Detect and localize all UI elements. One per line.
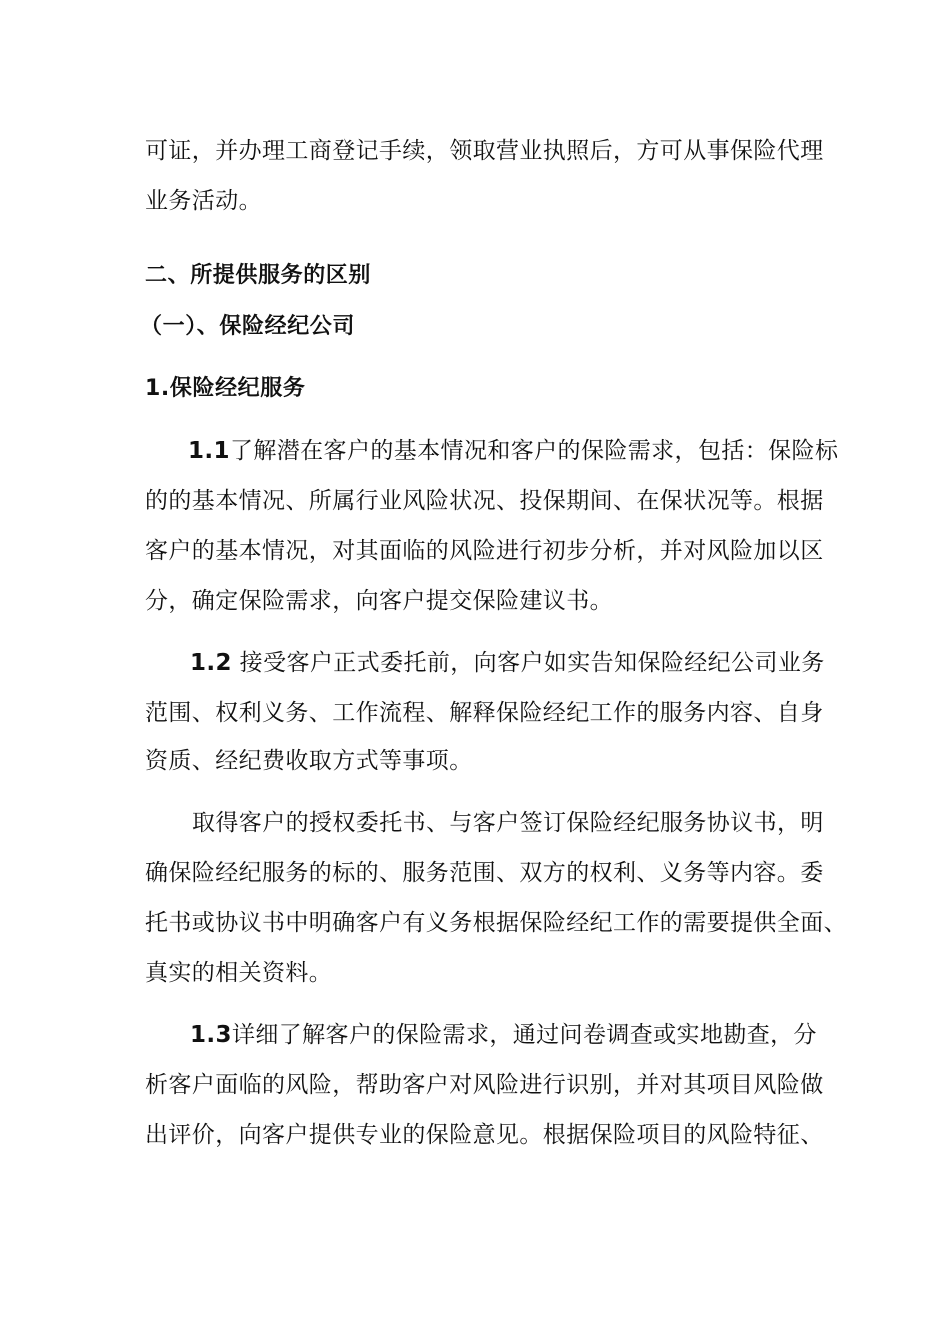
paragraph-line: 真实的相关资料。 <box>145 960 333 986</box>
paragraph-line: 取得客户的授权委托书、与客户签订保险经纪服务协议书，明 <box>192 810 824 836</box>
item-heading-number: 1. <box>145 376 170 401</box>
paragraph-line: 范围、权利义务、工作流程、解释保险经纪工作的服务内容、自身 <box>145 700 824 726</box>
paragraph-line <box>190 648 825 678</box>
paragraph-line: 出评价，向客户提供专业的保险意见。根据保险项目的风险特征、 <box>145 1122 824 1148</box>
clause-number: 1.1 <box>188 438 230 464</box>
paragraph-line: 确保险经纪服务的标的、服务范围、双方的权利、义务等内容。委 <box>145 860 824 886</box>
paragraph-line: 分，确定保险需求，向客户提交保险建议书。 <box>145 588 613 614</box>
paragraph-line: 业务活动。 <box>145 188 262 214</box>
paragraph-line: 托书或协议书中明确客户有义务根据保险经纪工作的需要提供全面、 <box>145 910 847 936</box>
clause-number: 1.3 <box>190 1022 232 1048</box>
clause-text: 了解潜在客户的基本情况和客户的保险需求，包括：保险标 <box>229 438 839 464</box>
item-heading-text: 保险经纪服务 <box>169 376 306 401</box>
clause-number: 1.2 <box>190 650 232 676</box>
clause-text: 接受客户正式委托前，向客户如实告知保险经纪公司业务 <box>231 650 825 676</box>
paragraph-line <box>188 436 838 466</box>
paragraph-line: 客户的基本情况，对其面临的风险进行初步分析，并对风险加以区 <box>145 538 824 564</box>
paragraph-line: 可证，并办理工商登记手续，领取营业执照后，方可从事保险代理 <box>145 138 824 164</box>
paragraph-line: 的的基本情况、所属行业风险状况、投保期间、在保状况等。根据 <box>145 488 824 514</box>
item-heading <box>145 374 305 404</box>
section-heading: 二、所提供服务的区别 <box>145 263 372 288</box>
paragraph-line: 析客户面临的风险，帮助客户对风险进行识别，并对其项目风险做 <box>145 1072 824 1098</box>
subsection-heading: （一）、保险经纪公司 <box>140 314 356 339</box>
paragraph-line <box>190 1020 817 1050</box>
paragraph-line: 资质、经纪费收取方式等事项。 <box>145 748 473 774</box>
clause-text: 详细了解客户的保险需求，通过问卷调查或实地勘查，分 <box>231 1022 817 1048</box>
